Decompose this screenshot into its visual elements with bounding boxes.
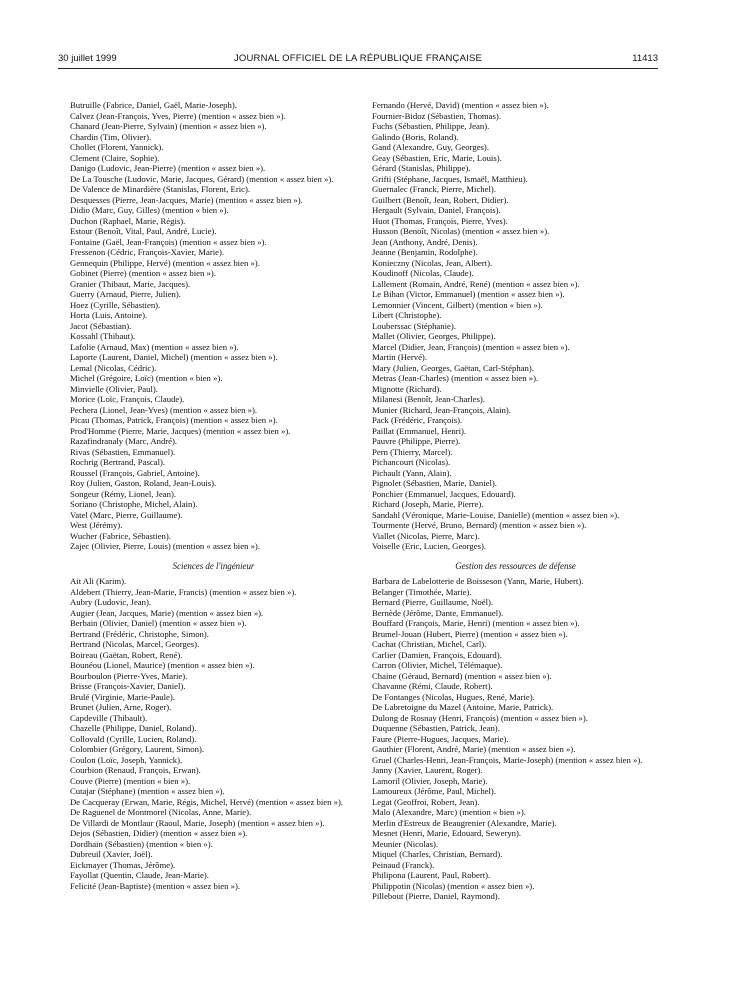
list-item: Chazelle (Philippe, Daniel, Roland). [70, 723, 197, 733]
list-item: Aubry (Ludovic, Jean). [70, 597, 152, 607]
list-item: Songeur (Rémy, Lionel, Jean). [70, 488, 177, 499]
list-item: Picau (Thomas, Patrick, François) (mention « assez bien »). [70, 415, 278, 425]
list-item: Pillebout (Pierre, Daniel, Raymond). [372, 891, 500, 901]
list-item: Gauthier (Florent, André, Marie) (mention « assez bien »). [372, 744, 576, 754]
list-item: De Cacqueray (Erwan, Marie, Régis, Michel, Hervé) (mention « assez bien »). [70, 796, 344, 807]
list-item: Brisse (François-Xavier, Daniel). [70, 681, 186, 691]
list-item: Kossahl (Thibaut). [70, 331, 136, 341]
list-item: Horta (Luis, Antoine). [70, 310, 148, 320]
list-item: De La Tousche (Ludovic, Marie, Jacques, Gérard) (mention « assez bien »). [70, 173, 334, 184]
list-item: Rivas (Sébastien, Emmanuel). [70, 446, 176, 457]
section-title-sciences-ingenieur: Sciences de l'ingénieur [172, 560, 255, 571]
list-item: Laporte (Laurent, Daniel, Michel) (mention « assez bien »). [70, 352, 278, 362]
list-item: De Labretoigne du Mazel (Antoine, Marie, Patrick). [372, 702, 554, 712]
list-item: Barbara de Labelotterie de Boisseson (Yann, Marie, Hubert). [372, 576, 584, 586]
list-item: Philippotin (Nicolas) (mention « assez bien »). [372, 880, 535, 891]
list-item: Duchon (Raphael, Marie, Régis). [70, 215, 186, 226]
list-item: Estour (Benoît, Vital, Paul, André, Lucie). [70, 226, 217, 236]
list-item: Chavanne (Rémi, Claude, Robert). [372, 681, 493, 691]
list-item: West (Jérémy). [70, 520, 123, 530]
list-item: Gérard (Stanislas, Philippe). [372, 163, 471, 173]
left-column [70, 100, 357, 891]
list-item: Husson (Benoît, Nicolas) (mention « assez bien »). [372, 226, 550, 236]
list-item: Fuchs (Sébastien, Philippe, Jean). [372, 121, 490, 131]
list-item: Berbain (Olivier, Daniel) (mention « assez bien »). [70, 618, 247, 628]
list-item: Malo (Alexandre, Marc) (mention « bien »). [372, 807, 526, 817]
list-item: Brulé (Virginie, Marie-Paule). [70, 691, 175, 702]
list-item: Didio (Marc, Guy, Gilles) (mention « bien »). [70, 205, 229, 215]
list-item: Marcel (Didier, Jean, François) (mention « assez bien »). [372, 341, 570, 352]
list-item: Pack (Frédéric, François). [372, 415, 463, 425]
list-item: Clement (Claire, Sophie). [70, 152, 160, 163]
list-item: Lallement (Romain, André, René) (mention « assez bien »). [372, 278, 580, 289]
list-item: Minvielle (Olivier, Paul). [70, 383, 158, 394]
list-item: Lamoureux (Jérôme, Paul, Michel). [372, 786, 497, 796]
list-item: Aldebert (Thierry, Jean-Marie, Francis) (mention « assez bien »). [70, 586, 297, 597]
list-item: Boireau (Gaëtan, Robert, René). [70, 649, 183, 660]
list-item: Gobinet (Pierre) (mention « assez bien »). [70, 268, 216, 278]
list-item: Pichancourt (Nicolas). [372, 457, 451, 467]
list-item: Razafindranaly (Marc, André). [70, 436, 178, 446]
list-item: Bourboulon (Pierre-Yves, Marie). [70, 670, 188, 681]
list-item: Jacot (Sébastian). [70, 320, 132, 331]
list-item: Coulon (Loïc, Joseph, Yannick). [70, 754, 183, 765]
page-header [58, 53, 658, 67]
list-item: Vatel (Marc, Pierre, Guillaume). [70, 509, 183, 520]
list-item: Dejos (Sébastien, Didier) (mention « assez bien »). [70, 828, 248, 838]
list-item: Michel (Grégoire, Loïc) (mention « bien »). [70, 373, 223, 383]
list-item: Paillat (Emmanuel, Henri). [372, 425, 467, 436]
list-item: Chanard (Jean-Pierre, Sylvain) (mention « assez bien »). [70, 121, 267, 131]
list-item: Dulong de Rosnay (Henri, François) (mention « assez bien »). [372, 712, 588, 723]
list-item: Bernède (Jérôme, Dante, Emmanuel). [372, 607, 504, 618]
list-item: Guilbert (Benoît, Jean, Robert, Didier). [372, 194, 509, 205]
list-item: Voiselle (Eric, Lucien, Georges). [372, 541, 487, 551]
list-item: Galindo (Boris, Roland). [372, 131, 459, 142]
list-item: De Valence de Minardière (Stanislas, Florent, Eric). [70, 184, 251, 194]
list-item: Lemal (Nicolas, Cédric). [70, 362, 157, 373]
header-page-number: 11413 [632, 53, 658, 64]
list-item: Munier (Richard, Jean-François, Alain). [372, 404, 511, 415]
list-item: Couve (Pierre) (mention « bien »). [70, 775, 191, 786]
list-item: Chollet (Florent, Yannick). [70, 142, 164, 152]
list-item: Koudinoff (Nicolas, Claude). [372, 268, 474, 278]
list-item: Guernalec (Franck, Pierre, Michel). [372, 184, 496, 194]
list-item: Calvez (Jean-François, Yves, Pierre) (mention « assez bien »). [70, 110, 286, 121]
list-item: Soriano (Christophe, Michel, Alain). [70, 499, 198, 509]
list-item: Martin (Hervé). [372, 352, 427, 362]
list-item: Mallet (Olivier, Georges, Philippe). [372, 331, 496, 341]
list-item: Ponchier (Emmanuel, Jacques, Edouard). [372, 488, 516, 499]
right-column [372, 100, 659, 902]
list-item: Gand (Alexandre, Guy, Georges). [372, 142, 490, 152]
list-item: Brumel-Jouan (Hubert, Pierre) (mention « assez bien »). [372, 628, 568, 639]
list-item: Jeanne (Benjamin, Rodolphe). [372, 247, 478, 257]
list-item: Fressenon (Cédric, François-Xavier, Marie). [70, 247, 225, 257]
list-item: Louberssac (Stéphanie). [372, 320, 456, 331]
list-item: Bouffard (François, Marie, Henri) (mention « assez bien »). [372, 618, 580, 628]
list-item: Roussel (François, Gabriel, Antoine). [70, 467, 200, 478]
list-item: Capdeville (Thibault). [70, 712, 148, 723]
list-item: Eickmayer (Thomas, Jérôme). [70, 859, 176, 870]
list-item: Peinaud (Franck). [372, 859, 435, 870]
list-item: Fontaine (Gaël, Jean-François) (mention « assez bien »). [70, 236, 267, 247]
list-item: Fournier-Bidoz (Sébastien, Thomas). [372, 110, 501, 121]
list-item: Viallet (Nicolas, Pierre, Marc). [372, 530, 480, 541]
list-item: Desquesses (Pierre, Jean-Jacques, Marie) (mention « assez bien »). [70, 194, 303, 205]
list-item: Guerry (Arnaud, Pierre, Julien). [70, 289, 181, 299]
list-item: Rochrig (Bertrand, Pascal). [70, 457, 166, 467]
header-rule [58, 68, 658, 69]
list-item: Gruel (Charles-Henri, Jean-François, Marie-Joseph) (mention « assez bien »). [372, 754, 643, 765]
list-item: Richard (Joseph, Marie, Pierre). [372, 499, 484, 509]
list-item: Dordhain (Sébastien) (mention « bien »). [70, 838, 213, 849]
list-item: Geay (Sébastien, Eric, Marie, Louis). [372, 152, 502, 163]
section-title-gestion-ressources-defense: Gestion des ressources de défense [455, 560, 576, 571]
list-item: Hoez (Cyrille, Sébastien). [70, 299, 161, 310]
list-item: De Fontanges (Nicolas, Hugues, René, Marie). [372, 691, 535, 702]
header-date: 30 juillet 1999 [58, 53, 117, 64]
list-item: Cutajar (Stéphane) (mention « assez bien »). [70, 786, 225, 796]
list-item: De Villardi de Montlaur (Raoul, Marie, Joseph) (mention « assez bien »). [70, 817, 325, 828]
list-item: De Raguenel de Montmorel (Nicolas, Anne, Marie). [70, 807, 252, 817]
list-item: Bounéou (Lionel, Maurice) (mention « assez bien »). [70, 660, 255, 670]
list-item: Merlin d'Estreux de Beaugrenier (Alexandre, Marie). [372, 817, 557, 828]
list-item: Mignotte (Richard). [372, 383, 442, 394]
list-item: Konieczny (Nicolas, Jean, Albert). [372, 257, 493, 268]
list-item: Roy (Julien, Gaston, Roland, Jean-Louis). [70, 478, 217, 488]
list-item: Fernando (Hervé, David) (mention « assez bien »). [372, 100, 549, 110]
list-item: Huot (Thomas, François, Pierre, Yves). [372, 215, 508, 226]
list-item: Pauvre (Philippe, Pierre). [372, 436, 461, 446]
list-item: Le Bihan (Victor, Emmanuel) (mention « assez bien »). [372, 289, 565, 299]
list-item: Augier (Jean, Jacques, Marie) (mention « assez bien »). [70, 607, 264, 618]
list-item: Duquenne (Sébastien, Patrick, Jean). [372, 723, 500, 733]
list-item: Pichault (Yann, Alain). [372, 467, 452, 478]
list-item: Hergault (Sylvain, Daniel, François). [372, 205, 501, 215]
list-item: Bertrand (Frédéric, Christophe, Simon). [70, 628, 209, 639]
list-item: Bernard (Pierre, Guillaume, Noël). [372, 597, 494, 607]
list-item: Milanesi (Benoît, Jean-Charles). [372, 394, 485, 404]
list-item: Libert (Christophe). [372, 310, 442, 320]
list-item: Meunier (Nicolas). [372, 838, 439, 849]
list-item: Pern (Thierry, Marcel). [372, 446, 453, 457]
list-item: Courbion (Renaud, François, Erwan). [70, 765, 201, 775]
list-item: Bertrand (Nicolas, Marcel, Georges). [70, 639, 200, 649]
list-item: Mesnet (Henri, Marie, Edouard, Seweryn). [372, 828, 522, 838]
list-item: Chardin (Tim, Olivier). [70, 131, 152, 142]
list-item: Tourmente (Hervé, Bruno, Bernard) (mention « assez bien »). [372, 520, 587, 530]
list-item: Faure (Pierre-Hugues, Jacques, Marie). [372, 733, 509, 744]
list-item: Mary (Julien, Georges, Gaëtan, Carl-Stéphan). [372, 362, 534, 373]
list-item: Sandahl (Véronique, Marie-Louise, Danielle) (mention « assez bien »). [372, 509, 620, 520]
header-title: JOURNAL OFFICIEL DE LA RÉPUBLIQUE FRANÇAISE [233, 53, 483, 64]
list-item: Pechera (Lionel, Jean-Yves) (mention « assez bien »). [70, 404, 258, 415]
list-item: Legat (Geoffroi, Robert, Jean). [372, 796, 480, 807]
right-bottom-list [372, 576, 659, 902]
list-item: Granier (Thibaut, Marie, Jacques). [70, 278, 191, 289]
list-item: Collovald (Cyrille, Lucien, Roland). [70, 733, 197, 744]
list-item: Belanger (Timothée, Marie). [372, 586, 472, 597]
list-item: Wucher (Fabrice, Sébastien). [70, 530, 171, 541]
list-item: Brunet (Julien, Arne, Roger). [70, 702, 172, 712]
list-item: Danigo (Ludovic, Jean-Pierre) (mention « assez bien »). [70, 163, 266, 173]
left-bottom-list [70, 576, 357, 891]
list-item: Colombier (Grégory, Laurent, Simon). [70, 744, 205, 754]
list-item: Gennequin (Philippe, Hervé) (mention « assez bien »). [70, 257, 260, 268]
list-item: Lafolie (Arnaud, Max) (mention « assez bien »). [70, 341, 239, 352]
list-item: Metras (Jean-Charles) (mention « assez bien »). [372, 373, 539, 383]
list-item: Jean (Anthony, André, Denis). [372, 236, 478, 247]
list-item: Felicité (Jean-Baptiste) (mention « assez bien »). [70, 880, 241, 891]
list-item: Ait Ali (Karim). [70, 576, 127, 586]
list-item: Lamoril (Olivier, Joseph, Marie). [372, 775, 488, 786]
list-item: Philipona (Laurent, Paul, Robert). [372, 870, 491, 880]
list-item: Zajec (Olivier, Pierre, Louis) (mention « assez bien »). [70, 541, 260, 551]
list-item: Grifti (Stéphane, Jacques, Ismaël, Matthieu). [372, 173, 528, 184]
list-item: Morice (Loïc, François, Claude). [70, 394, 185, 404]
list-item: Cachat (Christian, Michel, Carl). [372, 639, 487, 649]
list-item: Prod'Homme (Pierre, Marie, Jacques) (mention « assez bien »). [70, 425, 291, 436]
list-item: Dubreuil (Xavier, Joël). [70, 849, 153, 859]
list-item: Butruille (Fabrice, Daniel, Gaël, Marie-Joseph). [70, 100, 237, 110]
right-top-list [372, 100, 659, 552]
list-item: Miquel (Charles, Christian, Bernard). [372, 849, 503, 859]
list-item: Chaine (Géraud, Bernard) (mention « assez bien »). [372, 670, 552, 681]
left-top-list [70, 100, 357, 552]
list-item: Fayollat (Quentin, Claude, Jean-Marie). [70, 870, 209, 880]
list-item: Pignolet (Sébastien, Marie, Daniel). [372, 478, 497, 488]
list-item: Carron (Olivier, Michel, Télémaque). [372, 660, 503, 670]
list-item: Lemonnier (Vincent, Gilbert) (mention « bien »). [372, 299, 543, 310]
list-item: Carlier (Damien, François, Edouard). [372, 649, 502, 660]
list-item: Janny (Xavier, Laurent, Roger). [372, 765, 483, 775]
